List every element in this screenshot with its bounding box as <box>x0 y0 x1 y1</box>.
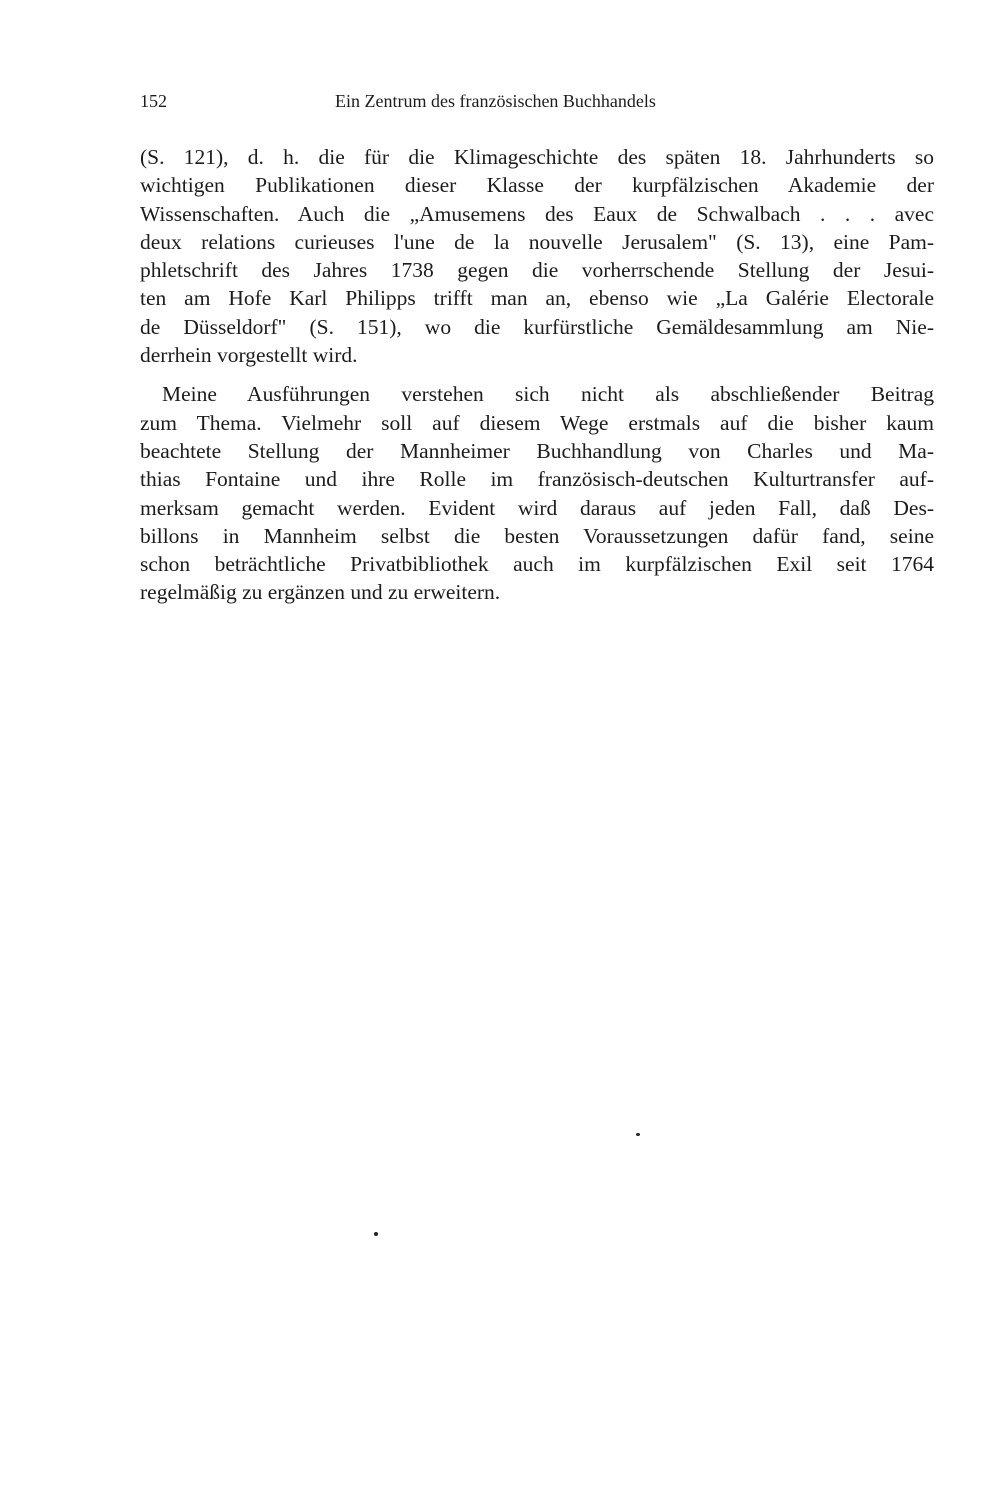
body-text <box>140 143 934 607</box>
running-title: Ein Zentrum des französischen Buchhandels <box>335 91 656 111</box>
text-line: wichtigen Publikationen dieser Klasse der kurpfälzischen Akademie der <box>140 173 934 198</box>
paragraph-2 <box>140 380 934 606</box>
text-line: thias Fontaine und ihre Rolle im französisch-deutschen Kulturtransfer auf- <box>140 467 934 492</box>
text-line: ten am Hofe Karl Philipps trifft man an, ebenso wie „La Galérie Electorale <box>140 286 934 311</box>
text-line: beachtete Stellung der Mannheimer Buchhandlung von Charles und Ma- <box>140 438 934 463</box>
text-line: zum Thema. Vielmehr soll auf diesem Wege erstmals auf die bisher kaum <box>140 410 934 435</box>
text-line: Wissenschaften. Auch die „Amusemens des Eaux de Schwalbach . . . avec <box>140 201 934 226</box>
text-line: (S. 121), d. h. die für die Klimageschichte des späten 18. Jahrhunderts so <box>140 145 934 169</box>
scan-speck <box>636 1133 640 1136</box>
page-number: 152 <box>140 91 167 111</box>
paragraph-1 <box>140 143 934 369</box>
text-line: Meine Ausführungen verstehen sich nicht als abschließender Beitrag <box>162 382 934 407</box>
text-line: deux relations curieuses l'une de la nouvelle Jerusalem" (S. 13), eine Pam- <box>140 229 934 254</box>
text-line: de Düsseldorf" (S. 151), wo die kurfürstliche Gemäldesammlung am Nie- <box>140 314 934 339</box>
text-line: merksam gemacht werden. Evident wird daraus auf jeden Fall, daß Des- <box>140 495 934 520</box>
text-line: phletschrift des Jahres 1738 gegen die vorherrschende Stellung der Jesui- <box>140 258 934 283</box>
text-line: regelmäßig zu ergänzen und zu erweitern. <box>140 580 501 605</box>
scan-speck <box>374 1232 378 1236</box>
text-line: derrhein vorgestellt wird. <box>140 343 358 368</box>
text-line: billons in Mannheim selbst die besten Voraussetzungen dafür fand, seine <box>140 523 934 548</box>
text-line: schon beträchtliche Privatbibliothek auch im kurpfälzischen Exil seit 1764 <box>140 552 934 577</box>
